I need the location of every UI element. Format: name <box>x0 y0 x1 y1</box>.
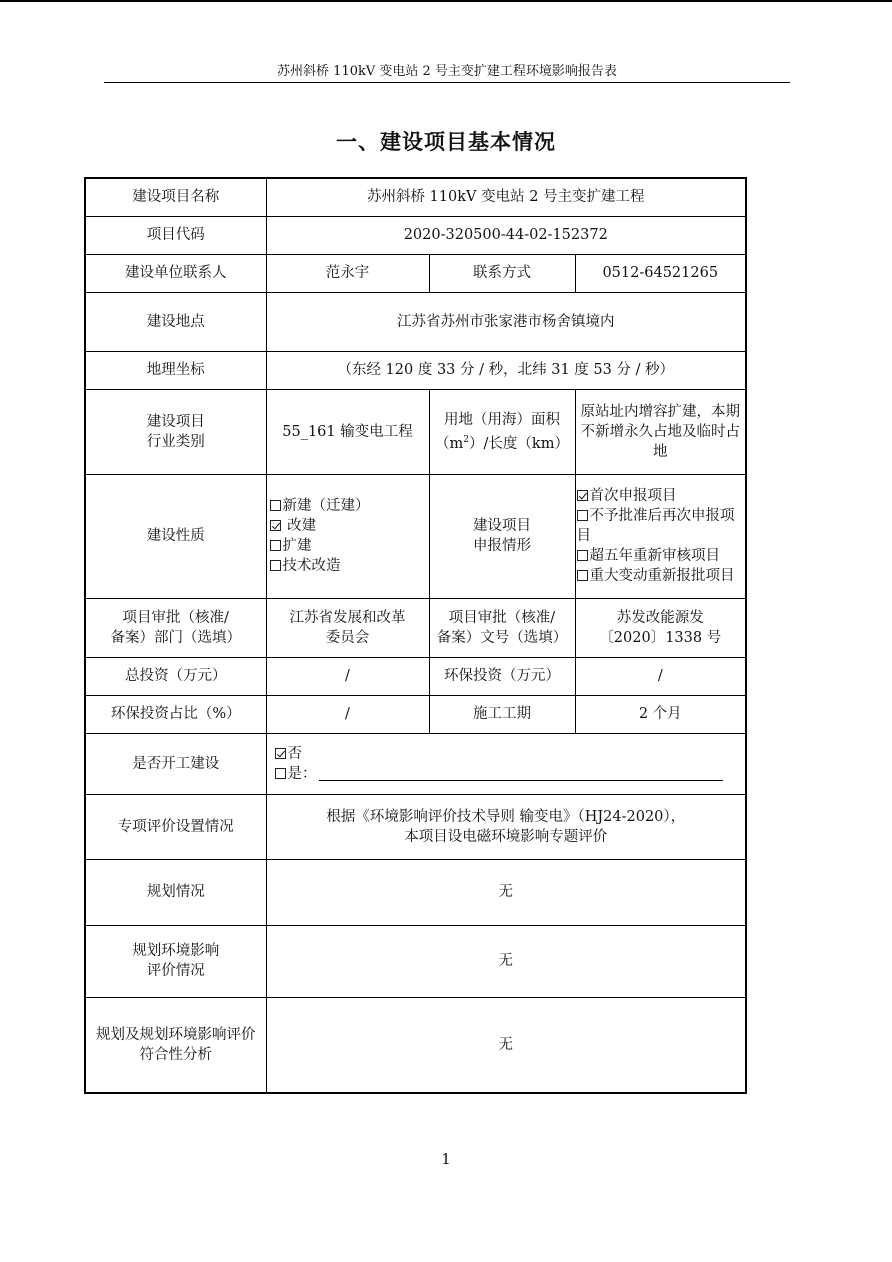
label-declare-line1: 建设项目 <box>473 518 531 534</box>
started-option-label: 是： <box>287 765 317 782</box>
checkbox-icon <box>270 540 281 551</box>
nature-options <box>266 474 429 598</box>
label-approval-dept-line1: 项目审批（核准/ <box>122 609 229 626</box>
nature-option-label: 改建 <box>282 518 317 534</box>
declare-option-label: 超五年重新审核项目 <box>589 548 720 564</box>
row-planning-conformity <box>85 997 746 1093</box>
value-period: 2 个月 <box>575 695 746 733</box>
label-area-post: ）/长度（km） <box>469 435 569 452</box>
value-planning: 无 <box>266 859 746 925</box>
label-contact: 建设单位联系人 <box>85 254 266 292</box>
label-declare <box>429 474 575 598</box>
label-category <box>85 389 266 474</box>
value-special-eval-line2: 本项目设电磁环境影响专题评价 <box>404 828 608 845</box>
checkbox-icon <box>275 768 286 779</box>
row-planning <box>85 859 746 925</box>
row-started <box>85 733 746 794</box>
nature-option <box>270 516 426 536</box>
row-contact <box>85 254 746 292</box>
project-info-table <box>84 177 747 1094</box>
label-contact-method: 联系方式 <box>429 254 575 292</box>
checkbox-icon <box>577 510 588 521</box>
declare-option-label: 首次申报项目 <box>589 488 677 504</box>
value-env-ratio: / <box>266 695 429 733</box>
value-contact-phone: 0512-64521265 <box>575 254 746 292</box>
row-ratio <box>85 695 746 733</box>
label-area-line1: 用地（用海）面积 <box>444 411 560 428</box>
row-category <box>85 389 746 474</box>
section-title: 一、建设项目基本情况 <box>336 130 556 154</box>
nature-option-label: 技术改造 <box>282 558 341 574</box>
declare-option <box>577 506 745 546</box>
value-env-investment: / <box>575 657 746 695</box>
value-area: 原站址内增容扩建，本期不新增永久占地及临时占地 <box>575 389 746 474</box>
nature-option <box>270 536 426 556</box>
label-planning-conformity <box>85 997 266 1093</box>
value-planning-env: 无 <box>266 925 746 997</box>
label-approval-doc <box>429 598 575 657</box>
label-approval-doc-line2: 备案）文号（选填） <box>436 629 568 646</box>
checkbox-icon <box>577 550 588 561</box>
label-category-line2: 行业类别 <box>146 433 205 450</box>
nature-option-label: 新建（迁建） <box>282 498 370 514</box>
value-approval-doc <box>575 598 746 657</box>
label-planning-env <box>85 925 266 997</box>
label-planning: 规划情况 <box>85 859 266 925</box>
page-number: 1 <box>441 1150 451 1168</box>
top-border <box>0 0 892 2</box>
value-investment: / <box>266 657 429 695</box>
nature-option-label: 扩建 <box>282 538 312 554</box>
label-nature: 建设性质 <box>85 474 266 598</box>
value-project-name: 苏州斜桥 110kV 变电站 2 号主变扩建工程 <box>266 178 746 216</box>
fill-in-line <box>319 766 723 781</box>
row-project-code <box>85 216 746 254</box>
checkbox-icon <box>270 560 281 571</box>
label-approval-doc-line1: 项目审批（核准/ <box>448 609 556 626</box>
value-special-eval <box>266 794 746 859</box>
row-location <box>85 292 746 351</box>
label-area-sup: 2 <box>463 434 470 445</box>
value-category: 55_161 输变电工程 <box>266 389 429 474</box>
started-option-label: 否 <box>287 745 302 762</box>
started-options <box>266 733 746 794</box>
value-approval-doc-line1: 苏发改能源发 <box>616 609 704 626</box>
value-approval-doc-line2: 〔2020〕1338 号 <box>599 629 722 646</box>
declare-option-label: 不予批准后再次申报项目 <box>576 508 735 544</box>
label-special-eval: 专项评价设置情况 <box>85 794 266 859</box>
running-header: 苏州斜桥 110kV 变电站 2 号主变扩建工程环境影响报告表 <box>104 62 790 83</box>
value-project-code: 2020-320500-44-02-152372 <box>266 216 746 254</box>
declare-option <box>577 486 745 506</box>
label-planning-conformity-line1: 规划及规划环境影响评价 <box>96 1026 256 1043</box>
label-coords: 地理坐标 <box>85 351 266 389</box>
label-planning-conformity-line2: 符合性分析 <box>139 1046 212 1063</box>
value-special-eval-line1: 根据《环境影响评价技术导则 输变电》（HJ24-2020）， <box>326 808 686 825</box>
value-location: 江苏省苏州市张家港市杨舍镇境内 <box>266 292 746 351</box>
nature-option <box>270 556 426 576</box>
value-contact-name: 范永宇 <box>266 254 429 292</box>
started-option-yes <box>275 764 743 784</box>
row-planning-env <box>85 925 746 997</box>
declare-options <box>575 474 746 598</box>
declare-option <box>577 566 745 586</box>
value-coords: （东经 120 度 33 分 / 秒，北纬 31 度 53 分 / 秒） <box>266 351 746 389</box>
row-approval <box>85 598 746 657</box>
label-area <box>429 389 575 474</box>
checked-box-icon <box>577 490 588 501</box>
nature-option <box>270 496 426 516</box>
row-special-eval <box>85 794 746 859</box>
label-area-pre: （m <box>435 435 464 452</box>
row-project-name <box>85 178 746 216</box>
value-approval-dept-line1: 江苏省发展和改革 <box>289 609 406 626</box>
declare-option <box>577 546 745 566</box>
checkbox-icon <box>270 500 281 511</box>
label-planning-env-line1: 规划环境影响 <box>132 943 220 959</box>
label-started: 是否开工建设 <box>85 733 266 794</box>
checked-box-icon <box>275 748 286 759</box>
label-period: 施工工期 <box>429 695 575 733</box>
value-approval-dept-line2: 委员会 <box>325 629 370 646</box>
label-project-name: 建设项目名称 <box>85 178 266 216</box>
label-env-ratio: 环保投资占比（%） <box>85 695 266 733</box>
row-nature <box>85 474 746 598</box>
row-investment <box>85 657 746 695</box>
checkbox-icon <box>577 570 588 581</box>
value-approval-dept <box>266 598 429 657</box>
label-env-investment: 环保投资（万元） <box>429 657 575 695</box>
label-approval-dept <box>85 598 266 657</box>
label-planning-env-line2: 评价情况 <box>146 963 205 979</box>
label-approval-dept-line2: 备案）部门（选填） <box>110 629 241 646</box>
checked-box-icon <box>270 520 281 531</box>
started-option-no <box>275 744 743 764</box>
label-project-code: 项目代码 <box>85 216 266 254</box>
label-location: 建设地点 <box>85 292 266 351</box>
declare-option-label: 重大变动重新报批项目 <box>589 568 735 584</box>
row-coords <box>85 351 746 389</box>
value-planning-conformity: 无 <box>266 997 746 1093</box>
label-declare-line2: 申报情形 <box>473 538 531 554</box>
label-investment: 总投资（万元） <box>85 657 266 695</box>
label-category-line1: 建设项目 <box>146 413 205 430</box>
